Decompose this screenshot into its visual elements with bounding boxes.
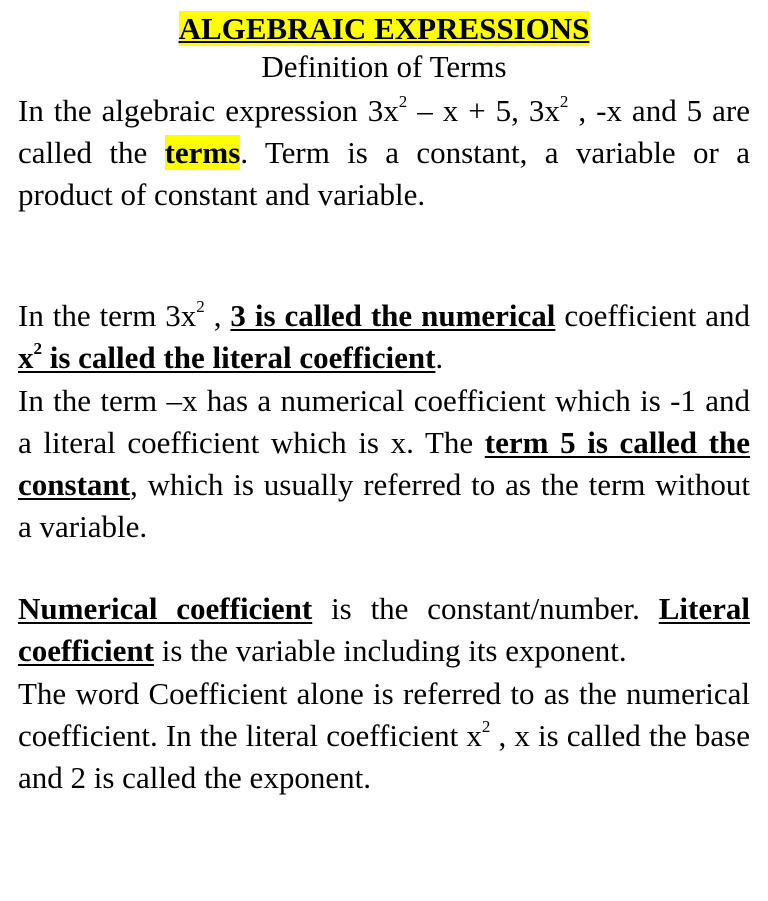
text-segment: . Term is a constant, a variable or a product of constant and variable. bbox=[18, 135, 750, 212]
emphasis-literal-coefficient: Literal coefficient bbox=[18, 591, 750, 668]
paragraph-base-exponent bbox=[18, 673, 750, 799]
paragraph-coefficient-definitions bbox=[18, 588, 750, 672]
emphasis-numerical: 3 is called the numerical bbox=[230, 298, 556, 333]
paragraph-coefficients bbox=[18, 295, 750, 379]
text-segment: In the algebraic expression 3x bbox=[18, 93, 399, 128]
text-segment: In the term 3x bbox=[18, 298, 197, 333]
highlighted-keyword-terms: terms bbox=[164, 135, 241, 170]
emphasis-constant: term 5 is called the constant bbox=[18, 425, 750, 502]
page-title bbox=[18, 10, 750, 48]
emphasis-literal bbox=[18, 340, 435, 375]
superscript: 2 bbox=[481, 716, 491, 736]
section-subtitle: Definition of Terms bbox=[261, 49, 507, 84]
text-segment: , x is called the base and 2 is called the exponent. bbox=[18, 718, 750, 795]
paragraph-negative-x-and-constant bbox=[18, 380, 750, 548]
superscript: 2 bbox=[398, 91, 408, 111]
text-segment: , which is usually referred to as the term without a variable. bbox=[18, 467, 750, 544]
emphasis-numerical-coefficient: Numerical coefficient bbox=[18, 591, 313, 626]
text-segment: . bbox=[435, 340, 444, 375]
text-segment: x bbox=[18, 340, 34, 375]
text-segment: , -x and 5 are called the bbox=[18, 93, 750, 170]
title-text: ALGEBRAIC EXPRESSIONS bbox=[178, 11, 590, 46]
text-segment: is called the literal coefficient bbox=[42, 340, 436, 375]
text-segment: The word Coefficient alone is referred to as the numerical coefficient. In the literal coefficient x bbox=[18, 676, 750, 753]
paragraph-terms-definition bbox=[18, 90, 750, 216]
document-page bbox=[0, 10, 768, 901]
text-segment: , bbox=[204, 298, 231, 333]
text-segment: – x + 5, 3x bbox=[407, 93, 560, 128]
text-segment: In the term –x has a numerical coefficient which is -1 and a literal coefficient which is x. The bbox=[18, 383, 750, 460]
superscript: 2 bbox=[196, 296, 205, 316]
superscript: 2 bbox=[33, 338, 42, 358]
text-segment: is the constant/number. bbox=[312, 591, 659, 626]
superscript: 2 bbox=[559, 91, 569, 111]
text-segment: is the variable including its exponent. bbox=[153, 633, 627, 668]
text-segment: coefficient and bbox=[555, 298, 750, 333]
